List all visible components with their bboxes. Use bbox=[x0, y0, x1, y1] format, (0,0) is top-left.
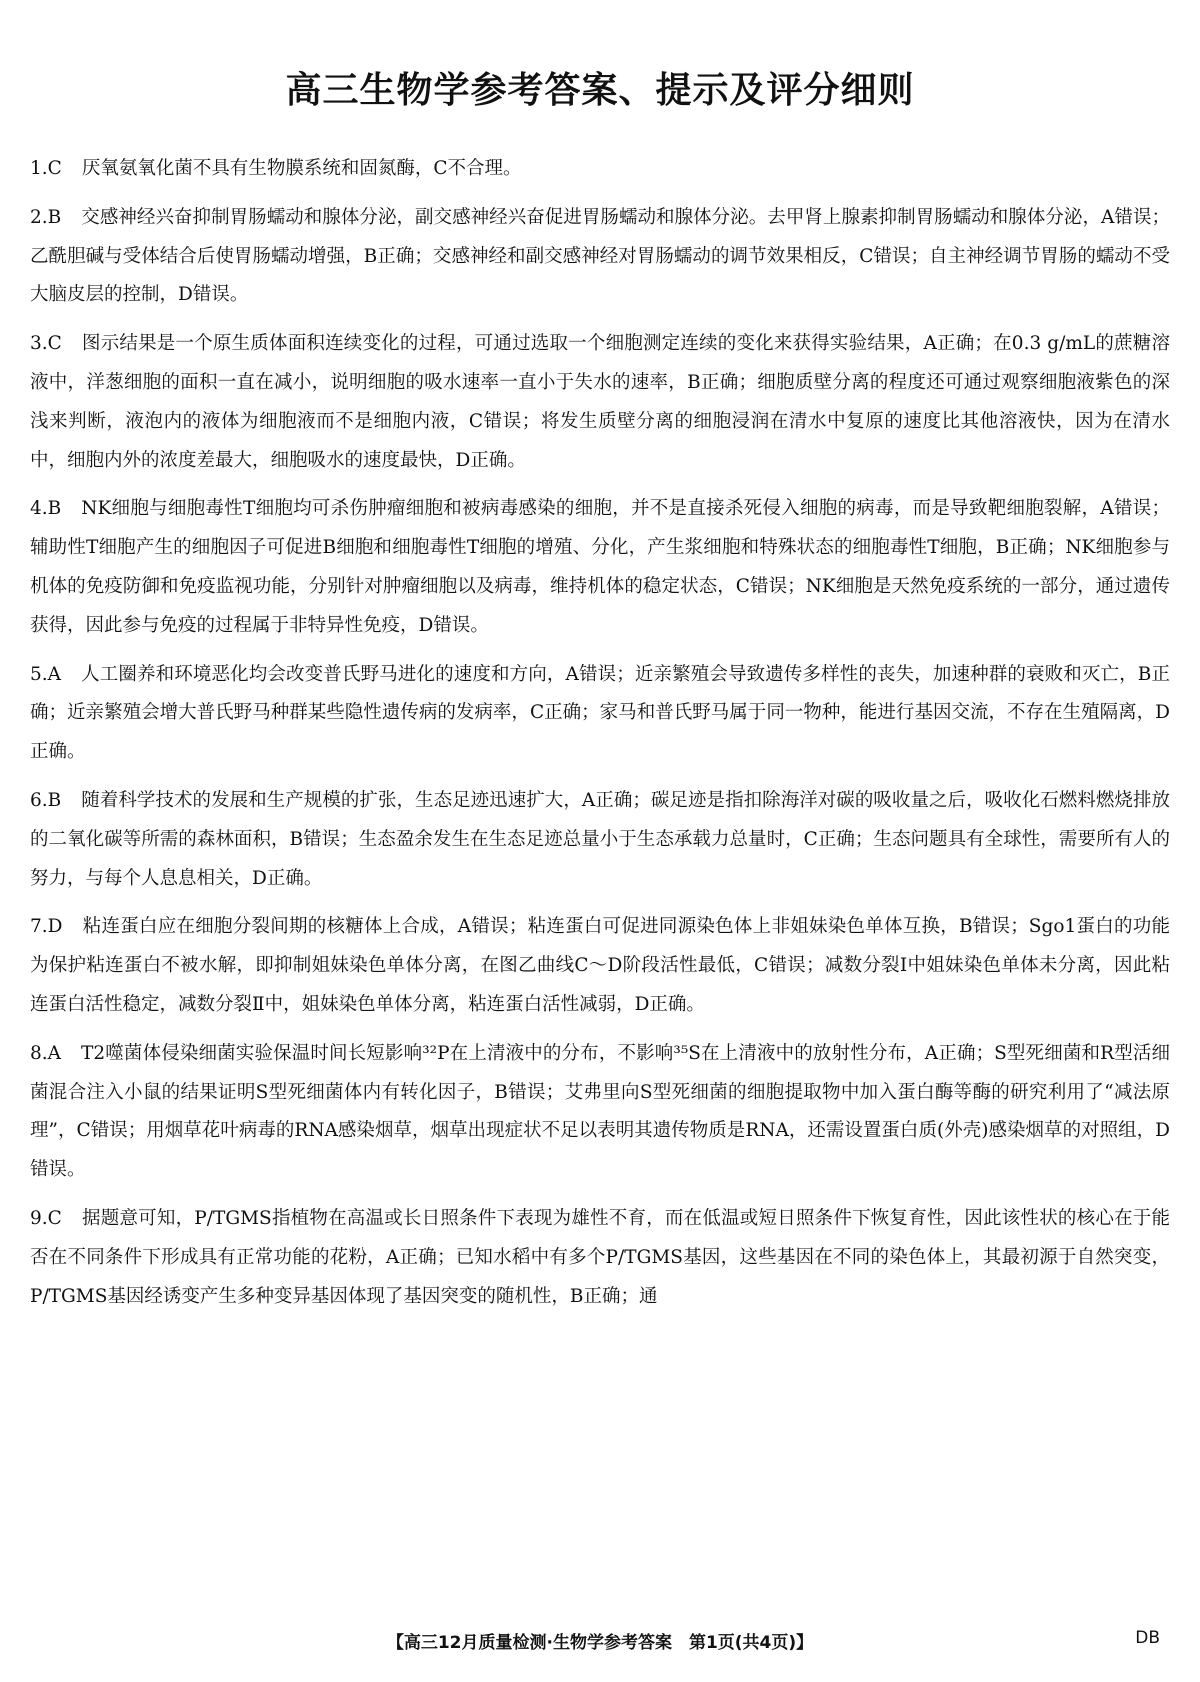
answer-item-8 bbox=[30, 1035, 1170, 1190]
item-explanation: NK细胞与细胞毒性T细胞均可杀伤肿瘤细胞和被病毒感染的细胞，并不是直接杀死侵入细胞的病毒，而是导致靶细胞裂解，A错误；辅助性T细胞产生的细胞因子可促进B细胞和细胞毒性T细胞的增殖、分化，产生浆细胞和特殊状态的细胞毒性T细胞，B正确；NK细胞参与机体的免疫防御和免疫监视功能，分别针对肿瘤细胞以及病毒，维持机体的稳定状态，C错误；NK细胞是天然免疫系统的一部分，通过遗传获得，因此参与免疫的过程属于非特异性免疫，D错误。 bbox=[30, 498, 1170, 636]
answer-item-5 bbox=[30, 656, 1170, 772]
item-answer: B bbox=[47, 498, 62, 520]
item-number: 6. bbox=[30, 789, 48, 811]
answer-item-9 bbox=[30, 1200, 1170, 1316]
answer-list bbox=[30, 150, 1170, 1326]
answer-item-3 bbox=[30, 325, 1170, 480]
item-explanation: 粘连蛋白应在细胞分裂间期的核糖体上合成，A错误；粘连蛋白可促进同源染色体上非姐妹染色单体互换，B错误；Sgo1蛋白的功能为保护粘连蛋白不被水解，即抑制姐妹染色单体分离，在图乙曲线C～D阶段活性最低，C错误；减数分裂Ⅰ中姐妹染色单体未分离，因此粘连蛋白活性稳定，减数分裂Ⅱ中，姐妹染色单体分离，粘连蛋白活性减弱，D正确。 bbox=[30, 916, 1170, 1015]
item-number: 5. bbox=[30, 663, 48, 685]
item-explanation: T2噬菌体侵染细菌实验保温时间长短影响³²P在上清液中的分布，不影响³⁵S在上清液中的放射性分布，A正确；S型死细菌和R型活细菌混合注入小鼠的结果证明S型死细菌体内有转化因子，B错误；艾弗里向S型死细菌的细胞提取物中加入蛋白酶等酶的研究利用了“减法原理”，C错误；用烟草花叶病毒的RNA感染烟草，烟草出现症状不足以表明其遗传物质是RNA，还需设置蛋白质(外壳)感染烟草的对照组，D错误。 bbox=[30, 1042, 1170, 1181]
item-answer: B bbox=[47, 206, 62, 228]
item-explanation: 交感神经兴奋抑制胃肠蠕动和腺体分泌，副交感神经兴奋促进胃肠蠕动和腺体分泌。去甲肾上腺素抑制胃肠蠕动和腺体分泌，A错误；乙酰胆碱与受体结合后使胃肠蠕动增强，B正确；交感神经和副交感神经对胃肠蠕动的调节效果相反，C错误；自主神经调节胃肠的蠕动不受大脑皮层的控制，D错误。 bbox=[30, 206, 1170, 306]
item-number: 4. bbox=[30, 498, 48, 520]
item-explanation: 人工圈养和环境恶化均会改变普氏野马进化的速度和方向，A错误；近亲繁殖会导致遗传多样性的丧失，加速种群的衰败和灭亡，B正确；近亲繁殖会增大普氏野马种群某些隐性遗传病的发病率，C正确；家马和普氏野马属于同一物种，能进行基因交流，不存在生殖隔离，D正确。 bbox=[30, 663, 1170, 763]
answer-item-6 bbox=[30, 782, 1170, 898]
item-number: 8. bbox=[30, 1042, 48, 1064]
item-number: 7. bbox=[30, 916, 48, 938]
answer-item-7 bbox=[30, 908, 1170, 1024]
item-number: 1. bbox=[30, 158, 48, 179]
page-footer bbox=[0, 1628, 1200, 1658]
item-number: 2. bbox=[30, 206, 48, 228]
item-answer: D bbox=[47, 916, 63, 938]
item-answer: A bbox=[47, 663, 62, 685]
item-number: 3. bbox=[30, 333, 48, 355]
item-explanation: 随着科学技术的发展和生产规模的扩张，生态足迹迅速扩大，A正确；碳足迹是指扣除海洋对碳的吸收量之后，吸收化石燃料燃烧排放的二氧化碳等所需的森林面积，B错误；生态盈余发生在生态足迹总量小于生态承载力总量时，C正确；生态问题具有全球性，需要所有人的努力，与每个人息息相关，D正确。 bbox=[30, 789, 1170, 889]
item-explanation: 据题意可知，P/TGMS指植物在高温或长日照条件下表现为雄性不育，而在低温或短日照条件下恢复育性，因此该性状的核心在于能否在不同条件下形成具有正常功能的花粉，A正确；已知水稻中有多个P/TGMS基因，这些基因在不同的染色体上，其最初源于自然突变，P/TGMS基因经诱变产生多种变异基因体现了基因突变的随机性，B正确；通 bbox=[30, 1207, 1170, 1307]
answer-item-2 bbox=[30, 199, 1170, 315]
answer-item-4 bbox=[30, 490, 1170, 645]
item-explanation: 图示结果是一个原生质体面积连续变化的过程，可通过选取一个细胞测定连续的变化来获得实验结果，A正确；在0.3 g/mL的蔗糖溶液中，洋葱细胞的面积一直在减小，说明细胞的吸水速率一直小于失水的速率，B正确；细胞质壁分离的程度还可通过观察细胞液紫色的深浅来判断，液泡内的液体为细胞液而不是细胞内液，C错误；将发生质壁分离的细胞浸润在清水中复原的速度比其他溶液快，因为在清水中，细胞内外的浓度差最大，细胞吸水的速度最快，D正确。 bbox=[30, 333, 1170, 471]
item-answer: B bbox=[47, 789, 62, 811]
item-answer: A bbox=[47, 1042, 62, 1064]
item-answer: C bbox=[47, 1207, 62, 1229]
item-number: 9. bbox=[30, 1207, 48, 1229]
page-title: 高三生物学参考答案、提示及评分细则 bbox=[285, 70, 915, 111]
footer-code: DB bbox=[1135, 1628, 1160, 1648]
item-explanation: 厌氧氨氧化菌不具有生物膜系统和固氮酶，C不合理。 bbox=[81, 158, 522, 179]
item-answer: C bbox=[47, 158, 62, 179]
item-answer: C bbox=[47, 333, 62, 355]
footer-page-info: 【高三12月质量检测·生物学参考答案 第1页(共4页)】 bbox=[386, 1633, 814, 1653]
answer-item-1 bbox=[30, 150, 1170, 189]
